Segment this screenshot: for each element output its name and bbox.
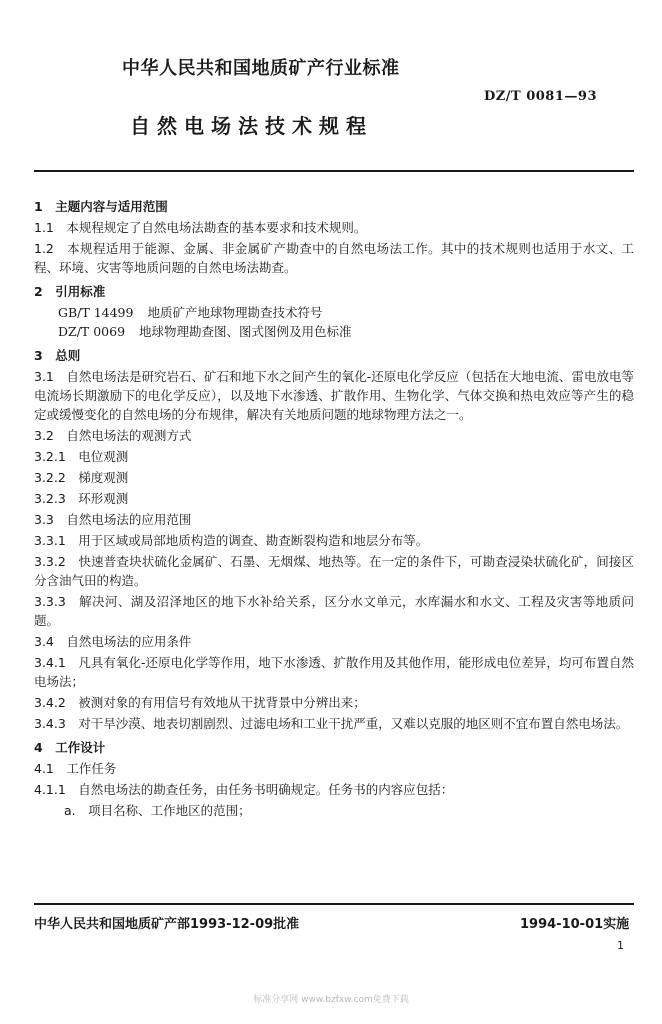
clause-3-2-2: 3.2.2 梯度观测 (34, 470, 129, 485)
document-title: 自然电场法技术规程 (130, 114, 373, 138)
clause-3-4-1: 3.4.1 凡具有氧化-还原电化学等作用，地下水渗透、扩散作用及其他作用，能形成电位差异，均可布置自然电场法； (34, 655, 634, 689)
implementation-date: 1994-10-01实施 (520, 917, 630, 932)
standard-code: DZ/T 0081—93 (484, 89, 597, 104)
reference-item (34, 303, 634, 322)
clause-3-4-3: 3.4.3 对干旱沙漠、地表切割剧烈、过滤电场和工业干扰严重，又难以克服的地区则不宜布置自然电场法。 (34, 716, 629, 731)
clause-3-2-1: 3.2.1 电位观测 (34, 449, 129, 464)
clause-3-4: 3.4 自然电场法的应用条件 (34, 634, 192, 649)
clause-4-1: 4.1 工作任务 (34, 761, 117, 776)
approval-line: 中华人民共和国地质矿产部1993-12-09批准 (34, 917, 300, 932)
reference-name: 地质矿产地球物理勘查技术符号 (147, 305, 323, 320)
section-2-heading: 2 引用标准 (34, 284, 106, 299)
section-3-heading: 3 总则 (34, 348, 81, 363)
reference-name: 地球物理勘查图、图式图例及用色标准 (139, 324, 352, 339)
list-item-a: a. 项目名称、工作地区的范围； (64, 803, 251, 818)
page-number: 1 (617, 939, 624, 952)
watermark: 标准分享网 www.bzfxw.com免费下载 (253, 995, 409, 1005)
reference-code: GB/T 14499 (58, 305, 134, 320)
header-organization: 中华人民共和国地质矿产行业标准 (122, 58, 400, 79)
document-body (34, 197, 634, 822)
reference-code: DZ/T 0069 (58, 324, 126, 339)
clause-3-2: 3.2 自然电场法的观测方式 (34, 428, 192, 443)
bottom-divider (34, 903, 634, 905)
clause-1-1: 1.1 本规程规定了自然电场法勘查的基本要求和技术规则。 (34, 220, 367, 235)
clause-3-3: 3.3 自然电场法的应用范围 (34, 512, 192, 527)
clause-1-2: 1.2 本规程适用于能源、金属、非金属矿产勘查中的自然电场法工作。其中的技术规则也适用于水文、工程、环境、灾害等地质问题的自然电场法勘查。 (34, 241, 634, 275)
section-1-heading: 1 主题内容与适用范围 (34, 199, 168, 214)
clause-3-2-3: 3.2.3 环形观测 (34, 491, 129, 506)
clause-3-3-3: 3.3.3 解决河、湖及沼泽地区的地下水补给关系，区分水文单元，水库漏水和水文、工程及灾害等地质问题。 (34, 594, 634, 628)
clause-3-3-1: 3.3.1 用于区域或局部地质构造的调查、勘查断裂构造和地层分布等。 (34, 533, 429, 548)
clause-4-1-1: 4.1.1 自然电场法的勘查任务，由任务书明确规定。任务书的内容应包括： (34, 782, 454, 797)
reference-item (34, 322, 634, 341)
top-divider (34, 170, 634, 172)
clause-3-1: 3.1 自然电场法是研究岩石、矿石和地下水之间产生的氧化-还原电化学反应（包括在大地电流、雷电放电等电流场长期激励下的电化学反应），以及地下水渗透、扩散作用、生物化学、气体交换和热电效应等产生的稳定或缓慢变化的自然电场的分布规律，解决有关地质问题的地球物理方法之一。 (34, 369, 634, 422)
clause-3-4-2: 3.4.2 被测对象的有用信号有效地从干扰背景中分辨出来； (34, 695, 366, 710)
clause-3-3-2: 3.3.2 快速普查块状硫化金属矿、石墨、无烟煤、地热等。在一定的条件下，可勘查浸染状硫化矿，间接区分含油气田的构造。 (34, 554, 634, 588)
section-4-heading: 4 工作设计 (34, 740, 106, 755)
